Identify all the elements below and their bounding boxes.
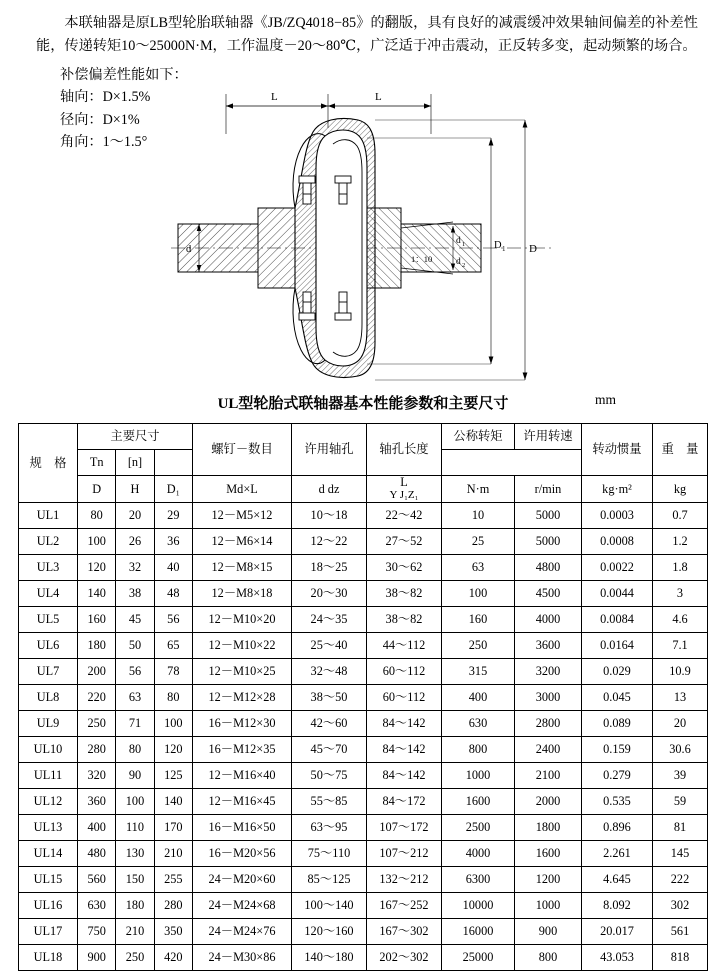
table-row	[19, 632, 708, 658]
cell-W: 561	[653, 918, 708, 944]
cell-H: 50	[116, 632, 154, 658]
cell-D: 120	[78, 554, 116, 580]
cell-Tn: 800	[442, 736, 515, 762]
cell-D1: 40	[154, 554, 192, 580]
table-row	[19, 710, 708, 736]
cell-dz: 18～25	[292, 554, 367, 580]
table-row	[19, 762, 708, 788]
cell-I: 0.535	[582, 788, 653, 814]
cell-spec: UL1	[19, 502, 78, 528]
cell-md: 12－M16×40	[193, 762, 292, 788]
cell-D: 80	[78, 502, 116, 528]
cell-Tn: 10000	[442, 892, 515, 918]
cell-n: 1000	[515, 892, 582, 918]
spec-axial: 轴向：D×1.5%	[60, 89, 151, 106]
cell-H: 45	[116, 606, 154, 632]
cell-md: 12－M16×45	[193, 788, 292, 814]
cell-n: 900	[515, 918, 582, 944]
th-md-l: Md×L	[193, 475, 292, 502]
cell-L: 27～52	[367, 528, 442, 554]
cell-D1: 420	[154, 944, 192, 970]
th-l: L	[400, 474, 408, 489]
table-head	[19, 423, 708, 502]
cell-Tn: 400	[442, 684, 515, 710]
th-spec: 规 格	[19, 423, 78, 502]
cell-n: 3600	[515, 632, 582, 658]
cell-spec: UL13	[19, 814, 78, 840]
cell-n: 4800	[515, 554, 582, 580]
cell-L: 84～142	[367, 710, 442, 736]
cell-dz: 50～75	[292, 762, 367, 788]
spec-radial: 径向：D×1%	[60, 111, 140, 128]
cell-md: 16－M16×50	[193, 814, 292, 840]
cell-D1: 350	[154, 918, 192, 944]
cell-W: 3	[653, 580, 708, 606]
table-row	[19, 684, 708, 710]
cell-n: 5000	[515, 502, 582, 528]
cell-D: 180	[78, 632, 116, 658]
cell-H: 130	[116, 840, 154, 866]
table-title: UL型轮胎式联轴器基本性能参数和主要尺寸	[217, 395, 509, 412]
cell-dz: 85～125	[292, 866, 367, 892]
cell-n: 4500	[515, 580, 582, 606]
cell-D: 280	[78, 736, 116, 762]
cell-spec: UL10	[19, 736, 78, 762]
table-unit: mm	[594, 391, 616, 407]
cell-D: 160	[78, 606, 116, 632]
cell-H: 32	[116, 554, 154, 580]
svg-text:d: d	[456, 256, 461, 267]
cell-md: 12－M8×15	[193, 554, 292, 580]
cell-H: 210	[116, 918, 154, 944]
table-row	[19, 814, 708, 840]
cell-dz: 25～40	[292, 632, 367, 658]
cell-D1: 255	[154, 866, 192, 892]
th-bore-length: 轴孔长度	[367, 423, 442, 475]
cell-dz: 63～95	[292, 814, 367, 840]
cell-L: 132～212	[367, 866, 442, 892]
cell-H: 90	[116, 762, 154, 788]
cell-L: 60～112	[367, 684, 442, 710]
cell-spec: UL3	[19, 554, 78, 580]
cell-D1: 29	[154, 502, 192, 528]
cell-D: 140	[78, 580, 116, 606]
cell-Tn: 6300	[442, 866, 515, 892]
cell-n: 4000	[515, 606, 582, 632]
cell-D1: 56	[154, 606, 192, 632]
intro-paragraph: 本联轴器是原LB型轮胎联轴器《JB/ZQ4018−85》的翻版，具有良好的减震缓冲效果轴间偏差的补差性能，传递转矩10～25000N·M，工作温度－20～80℃，广泛适于冲击震动，正反转多变，起动频繁的场合。	[36, 15, 698, 54]
cell-n: 2000	[515, 788, 582, 814]
cell-I: 2.261	[582, 840, 653, 866]
cell-dz: 12～22	[292, 528, 367, 554]
cell-md: 12－M10×25	[193, 658, 292, 684]
cell-W: 302	[653, 892, 708, 918]
coupling-technical-drawing	[0, 76, 726, 386]
cell-L: 60～112	[367, 658, 442, 684]
cell-W: 1.8	[653, 554, 708, 580]
cell-n: 2100	[515, 762, 582, 788]
cell-H: 38	[116, 580, 154, 606]
table-row	[19, 736, 708, 762]
cell-md: 24－M24×76	[193, 918, 292, 944]
cell-I: 0.0008	[582, 528, 653, 554]
cell-dz: 20～30	[292, 580, 367, 606]
th-n: [n]	[116, 449, 154, 475]
cell-D1: 125	[154, 762, 192, 788]
cell-spec: UL18	[19, 944, 78, 970]
cell-Tn: 2500	[442, 814, 515, 840]
cell-W: 81	[653, 814, 708, 840]
cell-dz: 75～110	[292, 840, 367, 866]
cell-H: 180	[116, 892, 154, 918]
cell-spec: UL14	[19, 840, 78, 866]
th-l-sub	[367, 475, 442, 502]
cell-Tn: 4000	[442, 840, 515, 866]
cell-spec: UL17	[19, 918, 78, 944]
cell-Tn: 1600	[442, 788, 515, 814]
cell-spec: UL5	[19, 606, 78, 632]
th-kg: kg	[653, 475, 708, 502]
cell-spec: UL15	[19, 866, 78, 892]
cell-n: 800	[515, 944, 582, 970]
cell-L: 84～172	[367, 788, 442, 814]
table-row	[19, 840, 708, 866]
svg-text:D: D	[529, 242, 537, 255]
cell-D: 360	[78, 788, 116, 814]
cell-W: 145	[653, 840, 708, 866]
th-torque: 公称转矩	[442, 423, 515, 449]
header-row-1	[19, 423, 708, 449]
cell-H: 56	[116, 658, 154, 684]
svg-text:L: L	[375, 90, 382, 103]
cell-Tn: 25	[442, 528, 515, 554]
table-row	[19, 658, 708, 684]
table-row	[19, 944, 708, 970]
drawing-svg	[153, 76, 573, 406]
cell-Tn: 1000	[442, 762, 515, 788]
table-title-row	[0, 392, 726, 413]
svg-text:D: D	[494, 239, 502, 251]
cell-dz: 10～18	[292, 502, 367, 528]
svg-text:1: 1	[462, 240, 466, 248]
cell-md: 12－M10×20	[193, 606, 292, 632]
cell-D1: 36	[154, 528, 192, 554]
th-screws: 螺钉－数目	[193, 423, 292, 475]
cell-D: 630	[78, 892, 116, 918]
cell-dz: 120～160	[292, 918, 367, 944]
cell-D1: 210	[154, 840, 192, 866]
cell-md: 16－M12×30	[193, 710, 292, 736]
cell-W: 10.9	[653, 658, 708, 684]
svg-text:d: d	[456, 235, 461, 246]
cell-md: 12－M10×22	[193, 632, 292, 658]
table-row	[19, 606, 708, 632]
cell-H: 80	[116, 736, 154, 762]
cell-I: 0.089	[582, 710, 653, 736]
cell-W: 0.7	[653, 502, 708, 528]
cell-L: 84～142	[367, 736, 442, 762]
cell-I: 43.053	[582, 944, 653, 970]
cell-md: 24－M20×60	[193, 866, 292, 892]
cell-spec: UL8	[19, 684, 78, 710]
cell-dz: 45～70	[292, 736, 367, 762]
cell-D: 400	[78, 814, 116, 840]
cell-H: 26	[116, 528, 154, 554]
th-rmin: r/min	[515, 475, 582, 502]
cell-n: 5000	[515, 528, 582, 554]
cell-L: 167～302	[367, 918, 442, 944]
cell-L: 167～252	[367, 892, 442, 918]
th-l-detail: Y J₁Z₁	[389, 488, 419, 501]
cell-dz: 24～35	[292, 606, 367, 632]
cell-W: 222	[653, 866, 708, 892]
cell-H: 250	[116, 944, 154, 970]
spec-lead: 补偿偏差性能如下：	[60, 67, 188, 83]
cell-L: 30～62	[367, 554, 442, 580]
cell-H: 110	[116, 814, 154, 840]
cell-spec: UL6	[19, 632, 78, 658]
spec-table	[18, 423, 708, 971]
cell-dz: 55～85	[292, 788, 367, 814]
cell-D1: 280	[154, 892, 192, 918]
cell-Tn: 250	[442, 632, 515, 658]
cell-I: 0.0084	[582, 606, 653, 632]
cell-D1: 120	[154, 736, 192, 762]
cell-W: 7.1	[653, 632, 708, 658]
cell-spec: UL16	[19, 892, 78, 918]
th-nm: N·m	[442, 475, 515, 502]
th-inertia: 转动惯量	[582, 423, 653, 475]
cell-md: 24－M24×68	[193, 892, 292, 918]
table-row	[19, 892, 708, 918]
svg-text:d: d	[186, 243, 192, 255]
cell-n: 1600	[515, 840, 582, 866]
cell-Tn: 630	[442, 710, 515, 736]
cell-I: 0.0022	[582, 554, 653, 580]
cell-n: 1200	[515, 866, 582, 892]
svg-text:2: 2	[462, 261, 466, 269]
cell-I: 0.279	[582, 762, 653, 788]
cell-I: 0.0164	[582, 632, 653, 658]
cell-I: 0.0003	[582, 502, 653, 528]
cell-Tn: 100	[442, 580, 515, 606]
table-row	[19, 528, 708, 554]
spec-angular: 角向：1～1.5°	[60, 134, 148, 151]
cell-L: 38～82	[367, 606, 442, 632]
cell-H: 71	[116, 710, 154, 736]
cell-dz: 100～140	[292, 892, 367, 918]
cell-Tn: 16000	[442, 918, 515, 944]
cell-D1: 65	[154, 632, 192, 658]
cell-I: 0.896	[582, 814, 653, 840]
cell-D: 250	[78, 710, 116, 736]
cell-md: 12－M8×18	[193, 580, 292, 606]
cell-D: 900	[78, 944, 116, 970]
cell-I: 0.029	[582, 658, 653, 684]
cell-Tn: 10	[442, 502, 515, 528]
cell-L: 202～302	[367, 944, 442, 970]
table-row	[19, 866, 708, 892]
spec-table-wrap	[0, 413, 726, 971]
cell-D1: 48	[154, 580, 192, 606]
cell-n: 3000	[515, 684, 582, 710]
cell-n: 1800	[515, 814, 582, 840]
cell-D: 100	[78, 528, 116, 554]
cell-spec: UL12	[19, 788, 78, 814]
cell-spec: UL7	[19, 658, 78, 684]
th-weight: 重 量	[653, 423, 708, 475]
cell-W: 59	[653, 788, 708, 814]
cell-spec: UL2	[19, 528, 78, 554]
cell-Tn: 25000	[442, 944, 515, 970]
cell-H: 100	[116, 788, 154, 814]
cell-W: 4.6	[653, 606, 708, 632]
cell-md: 24－M30×86	[193, 944, 292, 970]
cell-dz: 38～50	[292, 684, 367, 710]
th-kgm2: kg·m²	[582, 475, 653, 502]
cell-D1: 100	[154, 710, 192, 736]
cell-I: 8.092	[582, 892, 653, 918]
table-row	[19, 554, 708, 580]
cell-n: 2400	[515, 736, 582, 762]
table-row	[19, 918, 708, 944]
cell-H: 20	[116, 502, 154, 528]
cell-D: 200	[78, 658, 116, 684]
cell-L: 44～112	[367, 632, 442, 658]
cell-L: 107～172	[367, 814, 442, 840]
cell-D1: 170	[154, 814, 192, 840]
cell-Tn: 160	[442, 606, 515, 632]
cell-Tn: 63	[442, 554, 515, 580]
cell-D1: 140	[154, 788, 192, 814]
cell-Tn: 315	[442, 658, 515, 684]
cell-md: 16－M12×35	[193, 736, 292, 762]
table-body	[19, 502, 708, 970]
cell-W: 39	[653, 762, 708, 788]
cell-spec: UL11	[19, 762, 78, 788]
th-d: D	[78, 475, 116, 502]
cell-n: 3200	[515, 658, 582, 684]
cell-spec: UL4	[19, 580, 78, 606]
cell-D: 220	[78, 684, 116, 710]
svg-text:1: 1	[502, 244, 506, 253]
th-bore: 许用轴孔	[292, 423, 367, 475]
svg-text:L: L	[271, 90, 278, 103]
th-h: H	[116, 475, 154, 502]
table-row	[19, 502, 708, 528]
cell-md: 12－M12×28	[193, 684, 292, 710]
cell-L: 22～42	[367, 502, 442, 528]
cell-D: 320	[78, 762, 116, 788]
cell-H: 150	[116, 866, 154, 892]
cell-L: 107～212	[367, 840, 442, 866]
cell-n: 2800	[515, 710, 582, 736]
cell-H: 63	[116, 684, 154, 710]
cell-I: 0.159	[582, 736, 653, 762]
cell-md: 12－M5×12	[193, 502, 292, 528]
table-row	[19, 580, 708, 606]
cell-I: 4.645	[582, 866, 653, 892]
cell-W: 1.2	[653, 528, 708, 554]
cell-dz: 140～180	[292, 944, 367, 970]
cell-W: 818	[653, 944, 708, 970]
cell-I: 0.045	[582, 684, 653, 710]
cell-I: 20.017	[582, 918, 653, 944]
cell-I: 0.0044	[582, 580, 653, 606]
cell-D: 560	[78, 866, 116, 892]
svg-text:1：10: 1：10	[411, 253, 433, 264]
th-d-dz: d dz	[292, 475, 367, 502]
cell-D1: 78	[154, 658, 192, 684]
cell-dz: 42～60	[292, 710, 367, 736]
cell-D: 750	[78, 918, 116, 944]
th-main-dims: 主要尺寸	[78, 423, 193, 449]
header-row-3	[19, 475, 708, 502]
th-d1: D₁	[154, 475, 192, 502]
cell-D: 480	[78, 840, 116, 866]
intro-paragraph-block	[0, 0, 726, 58]
th-speed: 许用转速	[515, 423, 582, 449]
th-tn: Tn	[78, 449, 116, 475]
cell-L: 38～82	[367, 580, 442, 606]
cell-L: 84～142	[367, 762, 442, 788]
cell-W: 13	[653, 684, 708, 710]
cell-dz: 32～48	[292, 658, 367, 684]
cell-md: 12－M6×14	[193, 528, 292, 554]
cell-W: 20	[653, 710, 708, 736]
cell-W: 30.6	[653, 736, 708, 762]
cell-spec: UL9	[19, 710, 78, 736]
cell-md: 16－M20×56	[193, 840, 292, 866]
table-row	[19, 788, 708, 814]
cell-D1: 80	[154, 684, 192, 710]
